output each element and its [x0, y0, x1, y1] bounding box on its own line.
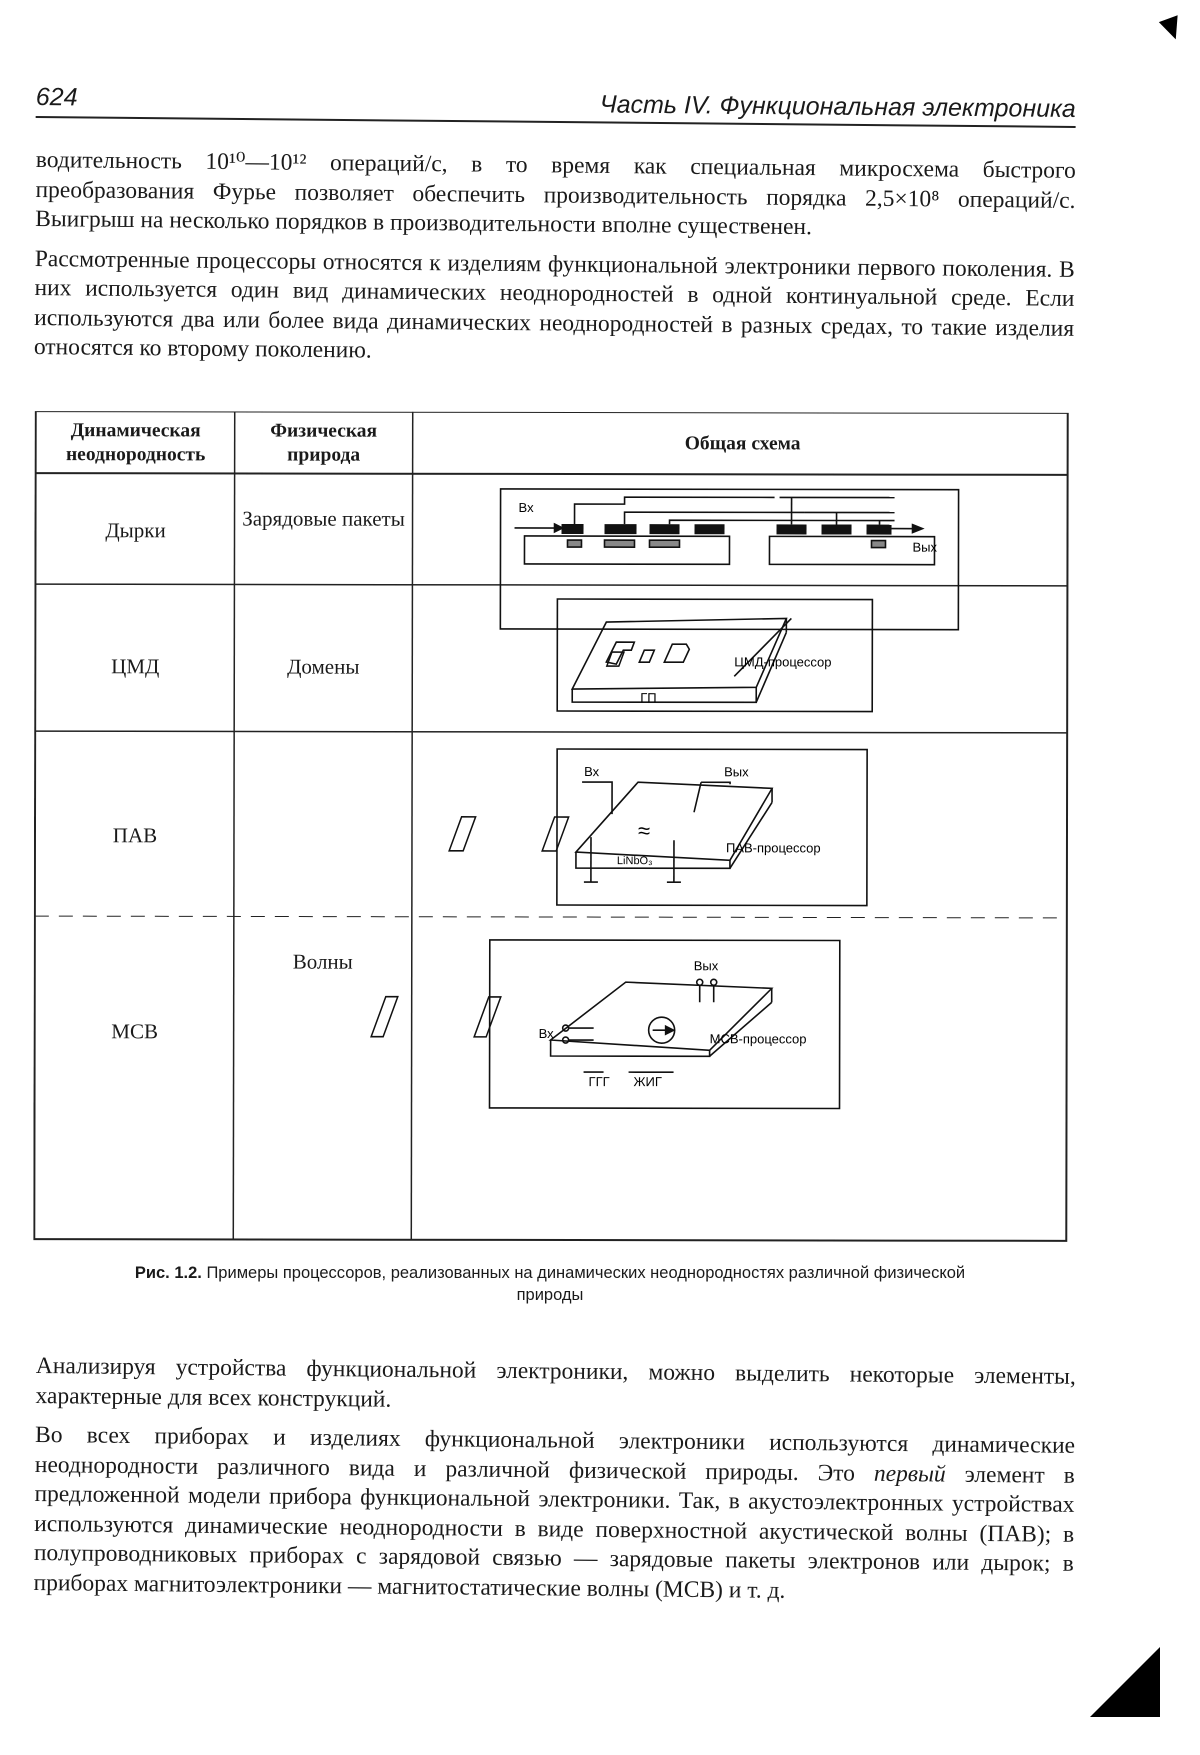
- saw-processor-label: ПАВ-процессор: [725, 840, 821, 856]
- part-title: Часть IV. Функциональная электроника: [599, 90, 1076, 123]
- body-text-top: [34, 146, 1076, 383]
- row-inhomogeneity: МСВ: [111, 1019, 159, 1044]
- cmd-processor-label: ЦМД-процессор: [734, 654, 832, 670]
- saw-out-label: Вых: [724, 764, 749, 780]
- saw-wave-symbol: ≈: [637, 818, 651, 844]
- paragraph-part: элемент в предложенной модели прибора функциональной электроники. Так, в акустоэлектронных устройствах используются динамические неоднородности в виде поверхностной акустической волны (ПАВ); в полупроводниковых приборах с зарядовой связью — зарядовые пакеты электронов или дырок; в приборах магнитоэлектроники — магнитостатические волны (МСВ) и т. д.: [33, 1461, 1075, 1604]
- row-nature: Волны: [292, 949, 353, 974]
- figure-caption: [100, 1262, 1000, 1306]
- header-inhomogeneity: Динамическая неоднородность: [65, 420, 206, 466]
- ccd-in-label: Вх: [518, 499, 534, 515]
- row-nature: Домены: [287, 654, 360, 679]
- paragraph: [33, 1421, 1075, 1609]
- ccd-processor-diagram: [500, 489, 958, 630]
- scan-artifact: [1090, 1647, 1160, 1717]
- paragraph: Анализируя устройства функциональной электроники, можно выделить некоторые элементы, характерные для всех конструкций.: [35, 1353, 1076, 1413]
- paragraph-part: Во всех приборах и изделиях функциональной электроники используются динамические неоднородности различного вида и различной физической природы. Это: [34, 1421, 1076, 1487]
- saw-in-label: Вх: [584, 764, 600, 780]
- figure-processors-table: [33, 411, 1070, 1243]
- msw-yig-label: ЖИГ: [633, 1074, 662, 1090]
- caption-label: Рис. 1.2.: [134, 1264, 202, 1282]
- ccd-out-label: Вых: [912, 539, 938, 555]
- row-inhomogeneity: ПАВ: [112, 823, 158, 848]
- paragraph: водительность 10¹⁰—10¹² операций/с, в то время как специальная микросхема быстрого преобразования Фурье позволяет обеспечить производительность порядка 2,5×10⁸ операций/с. Выигрыш на несколько порядков в производительности вполне существенен.: [35, 146, 1076, 241]
- msw-ggg-label: ГГГ: [588, 1074, 610, 1090]
- page-number: 624: [35, 82, 78, 112]
- scan-corner-mark: [1159, 15, 1185, 43]
- cmd-substrate-label: ГП: [640, 690, 657, 706]
- msw-processor-label: МСВ-процессор: [709, 1031, 807, 1047]
- row-inhomogeneity: Дырки: [105, 518, 166, 543]
- saw-substrate-label: LiNbO₃: [616, 855, 653, 868]
- paragraph: Рассмотренные процессоры относятся к изделиям функциональной электроники первого поколения. В них используется один вид динамических неоднородностей в одной континуальной среде. Если используются два или более вида динамических неоднородностей в разных средах, то такие изделия относятся ко второму поколению.: [33, 245, 1075, 364]
- running-header: [36, 82, 1076, 128]
- row-nature: Зарядовые пакеты: [242, 506, 405, 531]
- row-inhomogeneity: ЦМД: [111, 654, 160, 679]
- saw-processor-diagram: [449, 749, 867, 906]
- header-nature: Физическая природа: [270, 420, 378, 466]
- header-scheme: Общая схема: [684, 433, 801, 455]
- emphasis-first: первый: [873, 1460, 946, 1488]
- caption-text: Примеры процессоров, реализованных на динамических неоднородностях различной физической природы: [206, 1264, 966, 1304]
- msw-in-label: Вх: [538, 1025, 554, 1042]
- body-text-bottom: [33, 1352, 1076, 1619]
- msw-out-label: Вых: [693, 958, 719, 974]
